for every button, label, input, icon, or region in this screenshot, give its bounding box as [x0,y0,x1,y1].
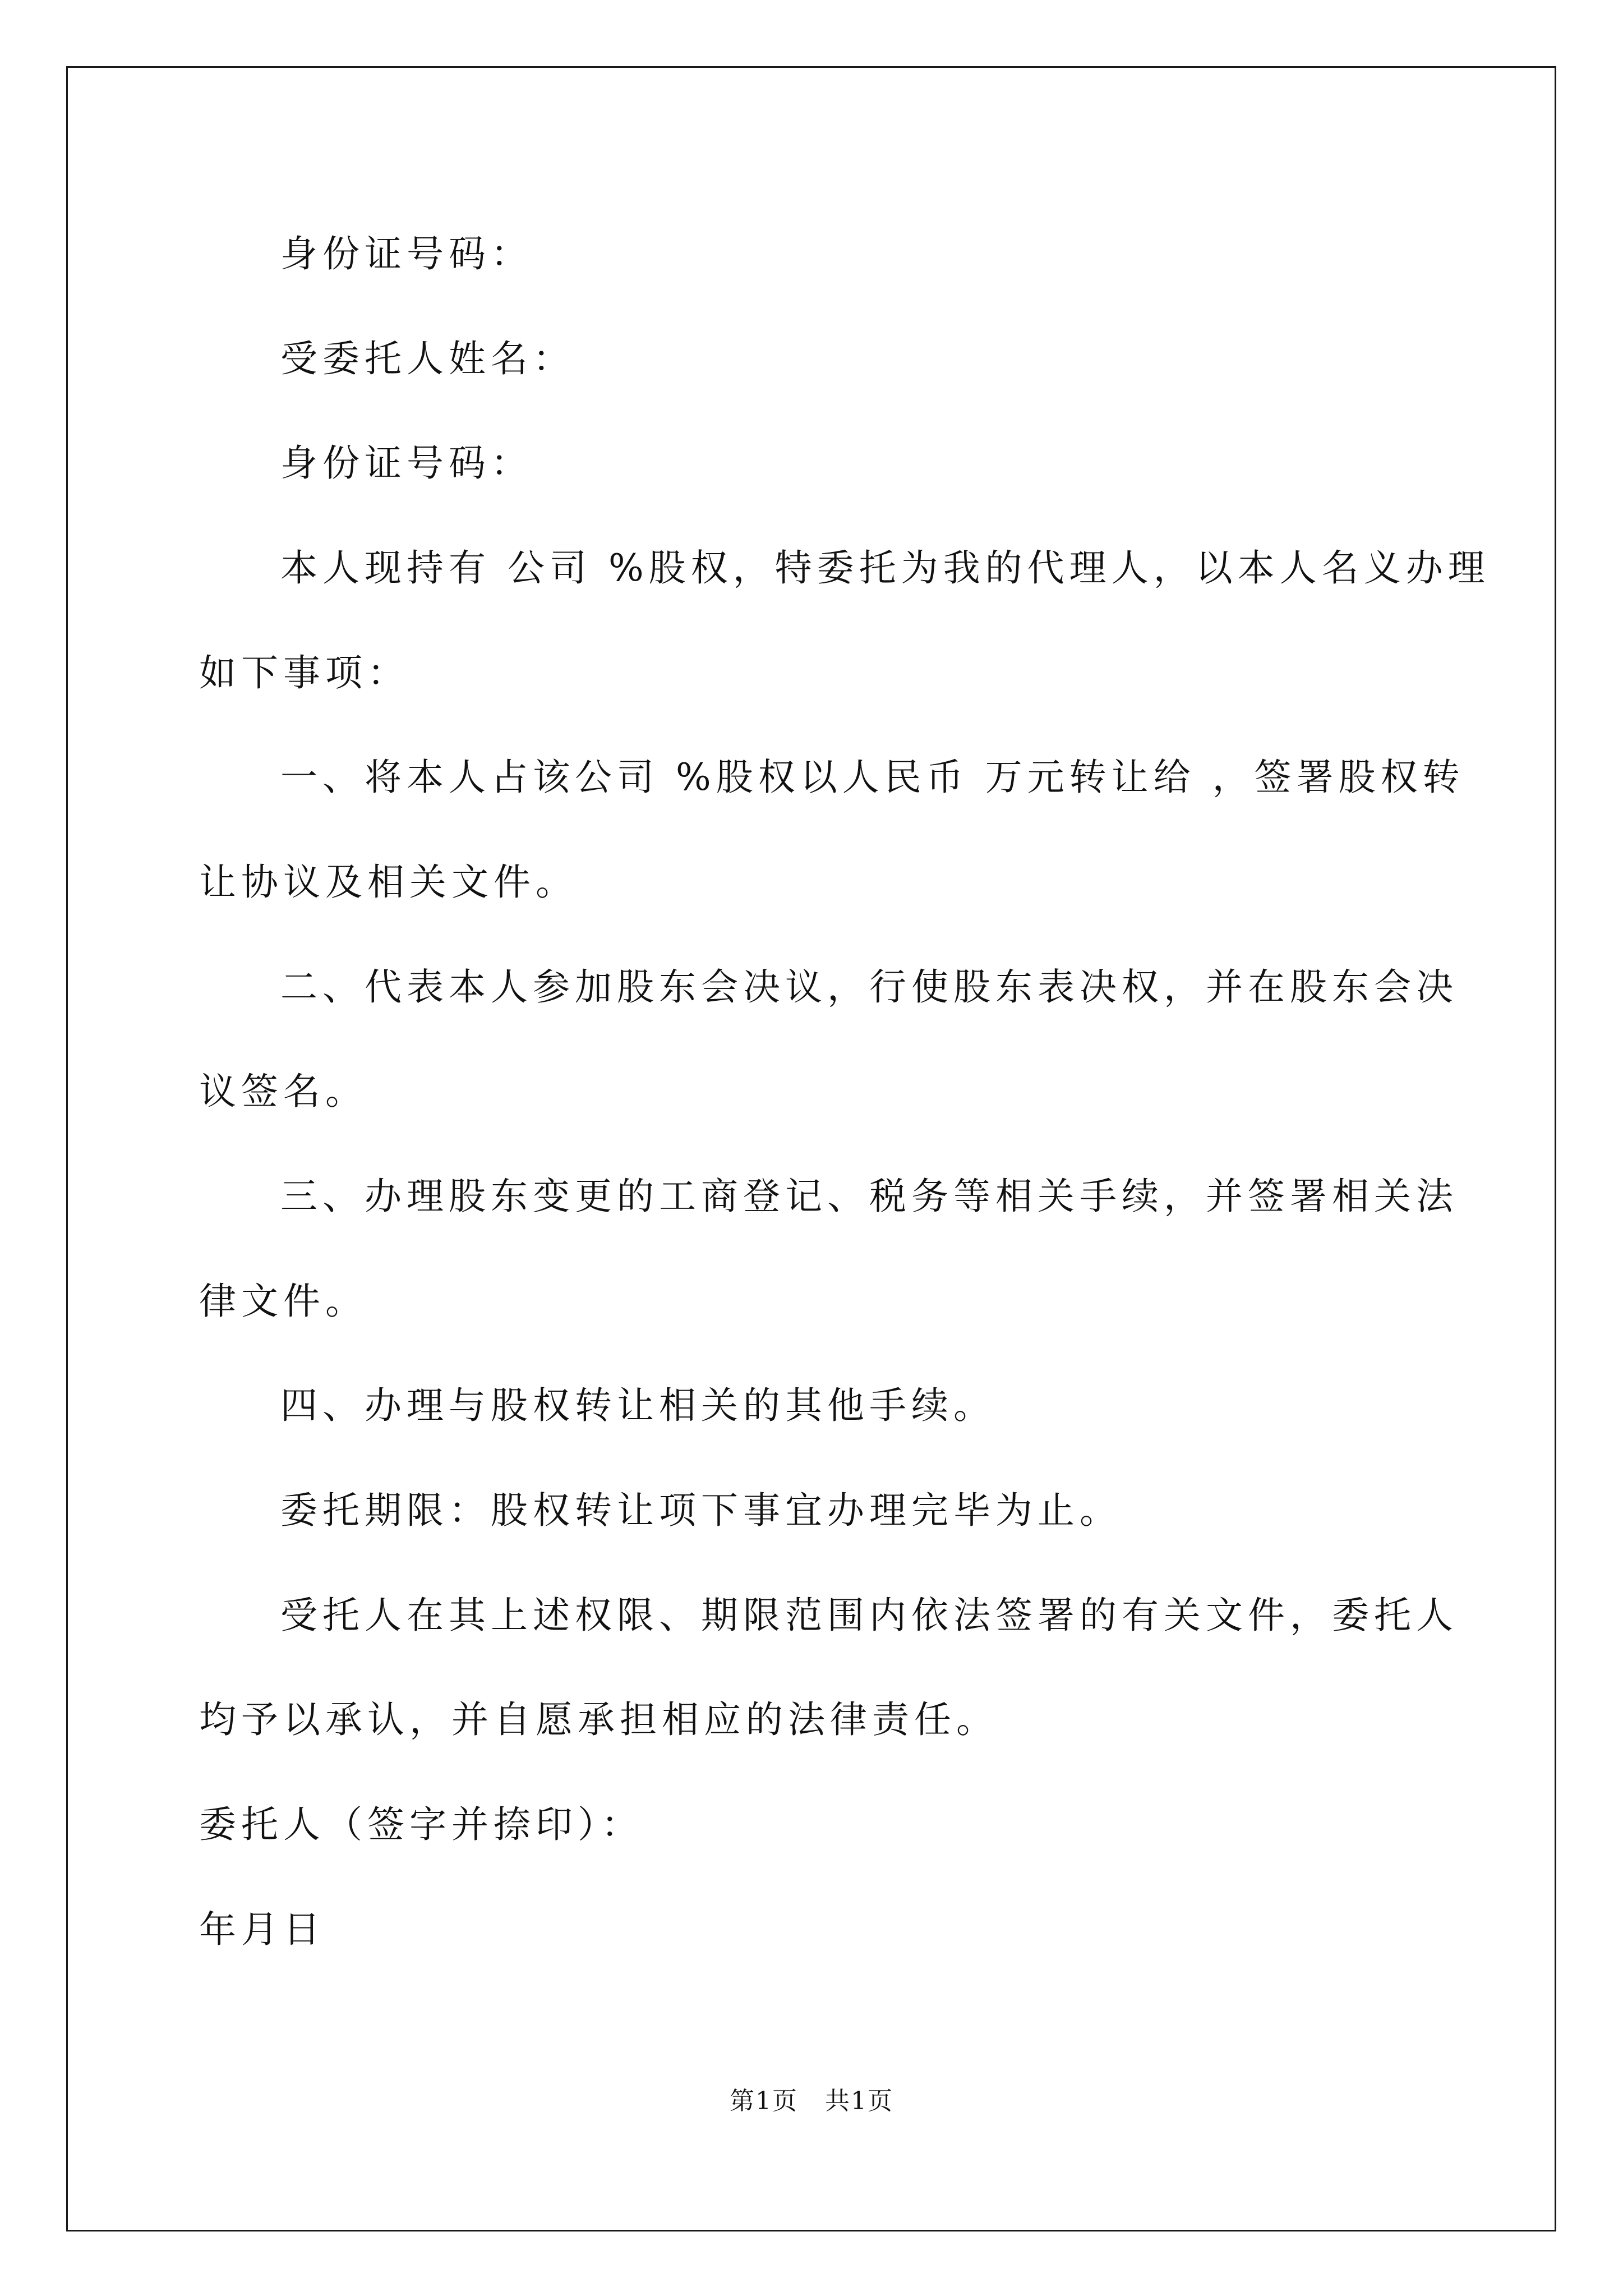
item-two-cont: 议签名。 [199,1070,367,1113]
id-number-label-2: 身份证号码： [280,441,533,485]
item-one: 一、将本人占该公司 %股权以人民币 万元转让给 ，签署股权转 [280,756,1465,799]
page-border [66,66,1556,2231]
item-one-cont: 让协议及相关文件。 [199,861,578,904]
id-number-label-1: 身份证号码： [280,232,533,275]
acknowledgement-statement: 受托人在其上述权限、期限范围内依法签署的有关文件，委托人 [280,1594,1458,1637]
item-three: 三、办理股东变更的工商登记、税务等相关手续，并签署相关法 [280,1175,1458,1218]
principal-signature-label: 委托人（签字并捺印）： [199,1803,643,1846]
trustee-name-label: 受委托人姓名： [280,337,575,380]
date-label: 年月日 [199,1908,325,1951]
shareholding-statement: 本人现持有 公司 %股权，特委托为我的代理人，以本人名义办理 [280,546,1490,590]
item-two: 二、代表本人参加股东会决议，行使股东表决权，并在股东会决 [280,965,1458,1009]
acknowledgement-statement-cont: 均予以承认，并自愿承担相应的法律责任。 [199,1698,998,1741]
item-three-cont: 律文件。 [199,1280,367,1323]
shareholding-statement-cont: 如下事项： [199,651,409,694]
page-number: 第1页 共1页 [730,2087,893,2115]
item-four: 四、办理与股权转让相关的其他手续。 [280,1384,995,1427]
entrustment-period: 委托期限：股权转让项下事宜办理完毕为止。 [280,1489,1122,1532]
